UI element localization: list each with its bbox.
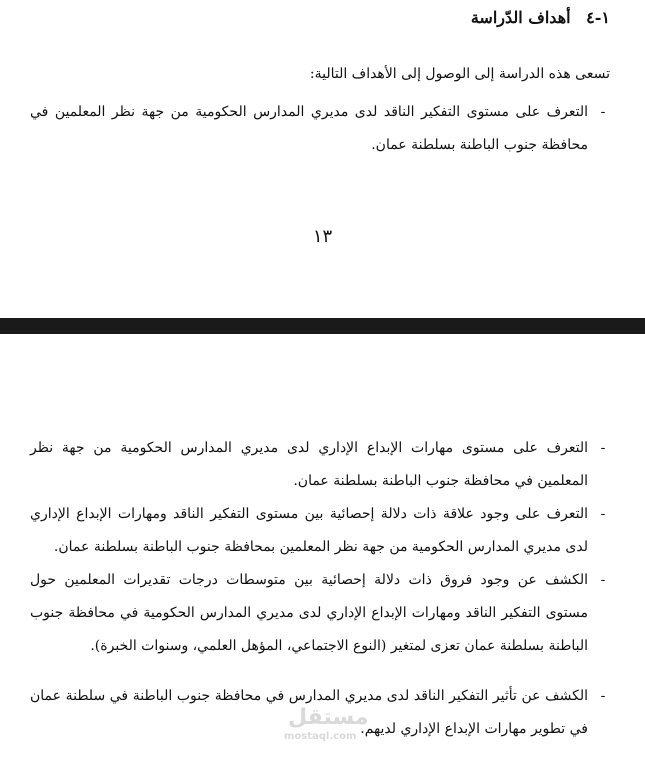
objective-item <box>30 96 610 162</box>
objective-text: التعرف على وجود علاقة ذات دلالة إحصائية بين مستوى التفكير الناقد ومهارات الإبداع الإداري لدى مديري المدارس الحكومية من جهة نظر المعلمين بمحافظة جنوب الباطنة بسلطنة عمان. <box>30 506 588 555</box>
intro-paragraph: تسعى هذه الدراسة إلى الوصول إلى الأهداف التالية: <box>309 66 610 82</box>
objective-text: الكشف عن وجود فروق ذات دلالة إحصائية بين متوسطات درجات تقديرات المعلمين حول مستوى التفكير الناقد ومهارات الإبداع الإداري لدى مديري المدارس الحكومية في محافظة جنوب الباطنة بسلطنة عمان تعزى لمتغير (النوع الاجتماعي، المؤهل العلمي، وسنوات الخبرة). <box>30 572 588 654</box>
page-separator <box>0 318 645 334</box>
bullet-dash: - <box>600 506 606 522</box>
document-page-bottom <box>0 334 645 759</box>
section-title: أهداف الدّراسة <box>470 8 571 27</box>
page-number: ١٣ <box>312 226 333 247</box>
bullet-dash: - <box>600 688 606 704</box>
bullet-dash: - <box>600 440 606 456</box>
mostaql-watermark <box>282 703 369 747</box>
watermark-arabic: مستقل <box>288 705 369 730</box>
objective-item <box>30 432 610 498</box>
watermark-latin: mostaql.com <box>284 731 357 742</box>
objective-text: الكشف عن تأثير التفكير الناقد لدى مديري المدارس في محافظة جنوب الباطنة في سلطنة عمان في تطوير مهارات الإبداع الإداري لديهم. <box>30 688 588 737</box>
document-page-top <box>0 0 645 318</box>
objective-item <box>30 564 610 663</box>
bullet-dash: - <box>600 572 606 588</box>
objective-text: التعرف على مستوى مهارات الإبداع الإداري لدى مديري المدارس الحكومية من جهة نظر المعلمين في محافظة جنوب الباطنة بسلطنة عمان. <box>30 440 588 489</box>
objective-text: التعرف على مستوى التفكير الناقد لدى مديري المدارس الحكومية من جهة نظر المعلمين في محافظة جنوب الباطنة بسلطنة عمان. <box>30 104 588 153</box>
section-heading <box>471 8 610 27</box>
objective-item <box>30 498 610 564</box>
section-number: ١-٤ <box>586 8 610 27</box>
bullet-dash: - <box>600 104 606 120</box>
